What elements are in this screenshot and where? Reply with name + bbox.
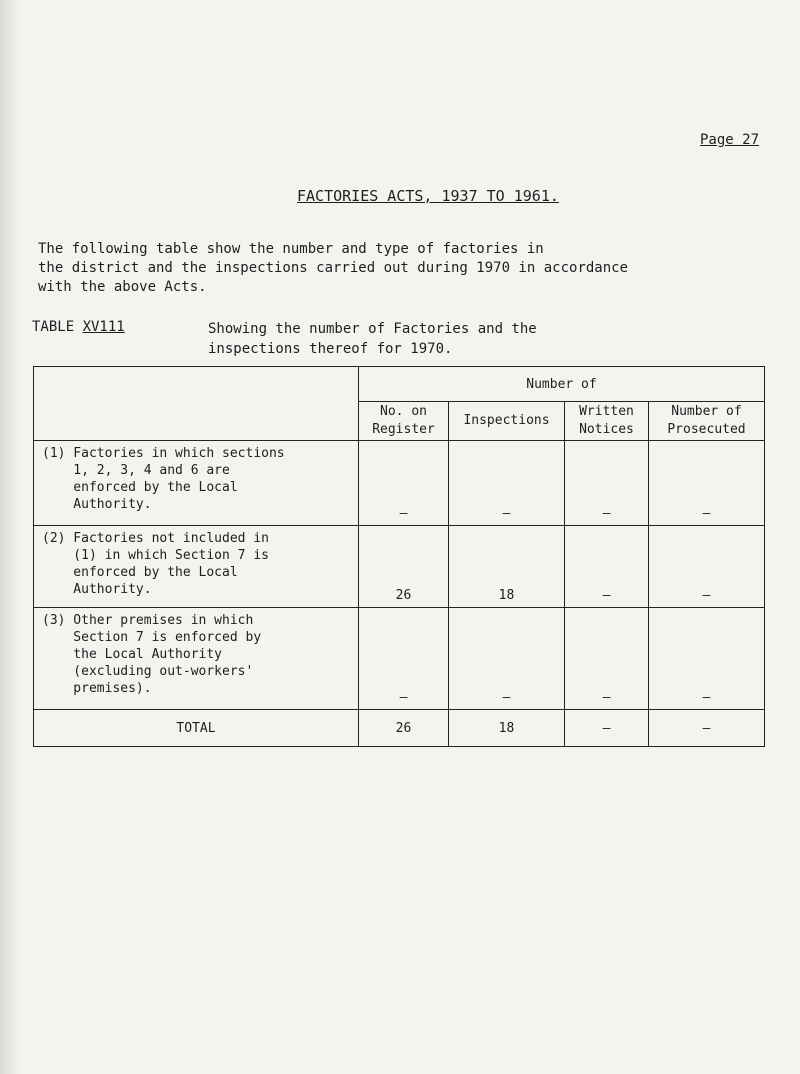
table-row bbox=[34, 608, 765, 710]
table-cell: – bbox=[449, 608, 565, 710]
table-cell: – bbox=[649, 526, 765, 608]
row-label bbox=[34, 526, 359, 608]
table-cell: – bbox=[565, 608, 649, 710]
table-row bbox=[34, 441, 765, 526]
row-label-text: (1) Factories in which sections 1, 2, 3, 4 and 6 are enforced by the Local Authority. bbox=[42, 446, 285, 512]
blank-header-cell bbox=[34, 367, 359, 441]
total-cell: – bbox=[649, 710, 765, 747]
table-cell: – bbox=[649, 441, 765, 526]
intro-paragraph: The following table show the number and type of factories in the district and the inspections carried out during 1970 in accordance with the above Acts. bbox=[38, 241, 629, 295]
table-cell: – bbox=[359, 608, 449, 710]
factories-table bbox=[33, 366, 765, 747]
row-label bbox=[34, 608, 359, 710]
total-label: TOTAL bbox=[34, 710, 359, 747]
table-group-header-row bbox=[34, 367, 765, 402]
row-label bbox=[34, 441, 359, 526]
column-header: No. on Register bbox=[359, 402, 449, 441]
table-caption: Showing the number of Factories and the inspections thereof for 1970. bbox=[208, 321, 537, 357]
page-edge bbox=[0, 0, 22, 1074]
table-cell: – bbox=[449, 441, 565, 526]
table-cell: 26 bbox=[359, 526, 449, 608]
table-label-prefix: TABLE bbox=[32, 319, 83, 335]
document-title: FACTORIES ACTS, 1937 TO 1961. bbox=[297, 187, 559, 205]
table-cell: 18 bbox=[449, 526, 565, 608]
total-cell: 18 bbox=[449, 710, 565, 747]
table-label-number: XV111 bbox=[82, 319, 125, 335]
row-label-text: (3) Other premises in which Section 7 is enforced by the Local Authority (excluding out-workers' premises). bbox=[42, 613, 262, 696]
table-row bbox=[34, 526, 765, 608]
table-total-row bbox=[34, 710, 765, 747]
column-header: Written Notices bbox=[565, 402, 649, 441]
table-label bbox=[32, 319, 125, 335]
group-header: Number of bbox=[359, 367, 765, 402]
table-cell: – bbox=[565, 526, 649, 608]
table-cell: – bbox=[649, 608, 765, 710]
total-cell: – bbox=[565, 710, 649, 747]
column-header: Number of Prosecuted bbox=[649, 402, 765, 441]
page-number: Page 27 bbox=[700, 132, 760, 148]
total-cell: 26 bbox=[359, 710, 449, 747]
column-header: Inspections bbox=[449, 402, 565, 441]
row-label-text: (2) Factories not included in (1) in which Section 7 is enforced by the Local Authority. bbox=[42, 531, 269, 597]
table-cell: – bbox=[359, 441, 449, 526]
table-cell: – bbox=[565, 441, 649, 526]
